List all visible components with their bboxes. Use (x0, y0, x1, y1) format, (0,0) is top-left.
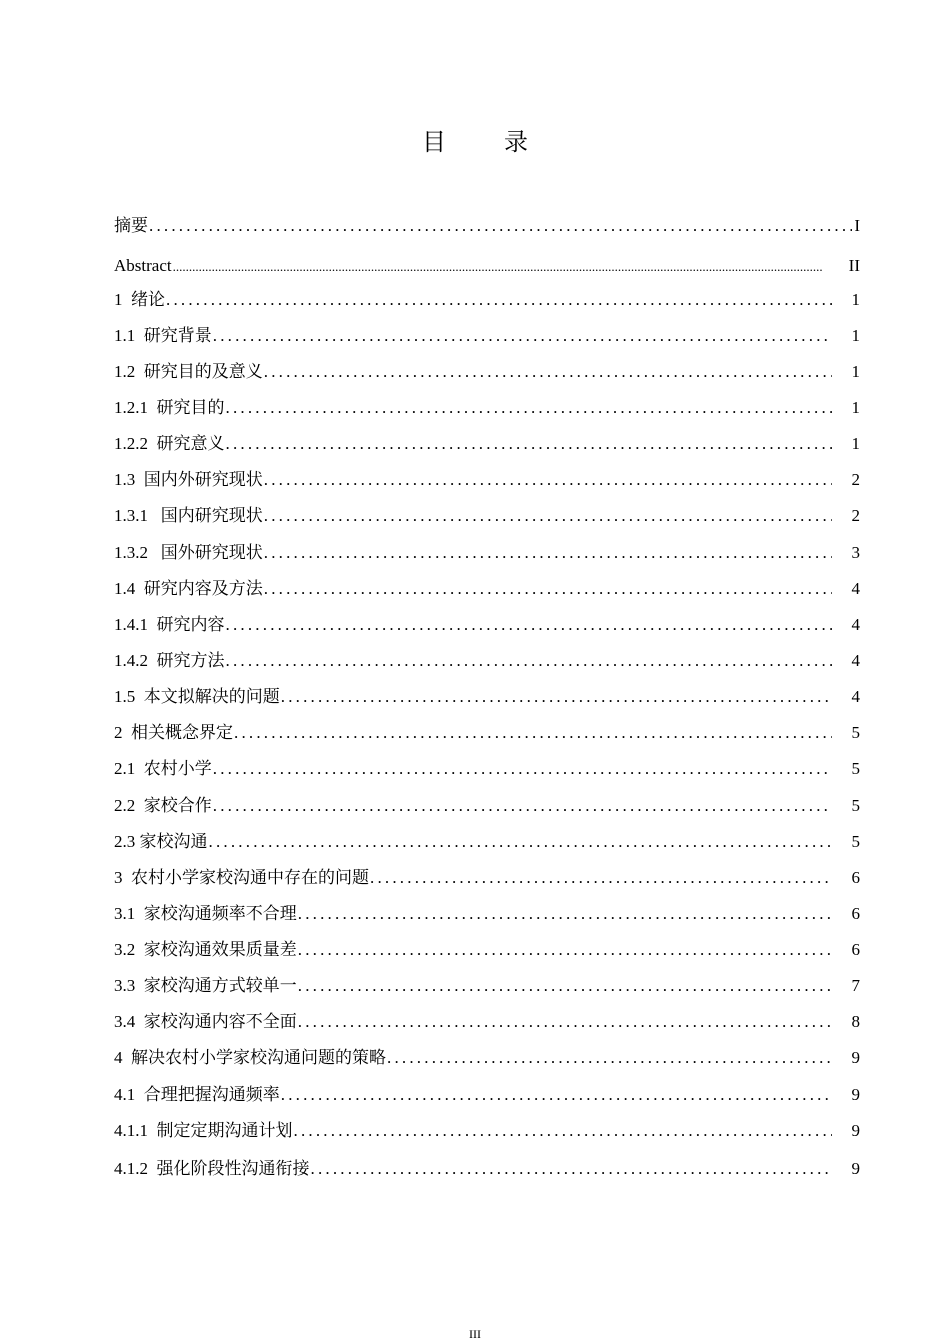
toc-entry-label: 2.1 农村小学 (114, 759, 212, 778)
toc-leader-dots (166, 288, 832, 312)
toc-entry-label: 1.1 研究背景 (114, 326, 212, 345)
toc-leader-dots (226, 613, 833, 637)
toc-leader-dots (173, 255, 847, 279)
toc-leader-dots (281, 1083, 832, 1107)
toc-entry-label: 4.1.1 制定定期沟通计划 (114, 1121, 293, 1140)
toc-entry[interactable] (114, 830, 860, 854)
toc-entry[interactable] (114, 938, 860, 962)
toc-entry[interactable] (114, 794, 860, 818)
toc-entry-page: 1 (851, 398, 860, 417)
toc-entry[interactable] (114, 396, 860, 420)
toc-leader-dots (234, 721, 832, 745)
toc-leader-dots (264, 541, 832, 565)
toc-entry-label: Abstract (114, 256, 172, 275)
toc-leader-dots (213, 757, 832, 781)
toc-entry-label: 2.2 家校合作 (114, 796, 212, 815)
toc-entry-label: 4 解决农村小学家校沟通问题的策略 (114, 1048, 386, 1067)
toc-entry-label: 1 绪论 (114, 290, 165, 309)
toc-entry[interactable] (114, 468, 860, 492)
toc-entry-label: 摘要 (114, 216, 148, 235)
toc-entry[interactable] (114, 1083, 860, 1107)
toc-entry-label: 1.4.1 研究内容 (114, 615, 225, 634)
toc-entry[interactable] (114, 613, 860, 637)
toc-entry[interactable] (114, 1010, 860, 1034)
toc-entry[interactable] (114, 649, 860, 673)
toc-entry-label: 3.4 家校沟通内容不全面 (114, 1012, 297, 1031)
toc-entry-label: 1.5 本文拟解决的问题 (114, 687, 280, 706)
toc-entry-page: 5 (851, 796, 860, 815)
toc-entry[interactable] (114, 721, 860, 745)
toc-entry-page: I (854, 216, 860, 235)
toc-entry-label: 4.1 合理把握沟通频率 (114, 1085, 280, 1104)
toc-leader-dots (226, 432, 833, 456)
toc-leader-dots (264, 577, 832, 601)
toc-entry-page: 9 (851, 1121, 860, 1140)
toc-entry-page: II (848, 256, 860, 275)
toc-entry-page: 3 (851, 543, 860, 562)
toc-entry-page: 4 (851, 687, 860, 706)
toc-entry[interactable] (114, 288, 860, 312)
toc-leader-dots (264, 504, 832, 528)
toc-entry-label: 4.1.2 强化阶段性沟通衔接 (114, 1159, 310, 1178)
toc-entry-label: 1.4 研究内容及方法 (114, 579, 263, 598)
toc-entry[interactable] (114, 254, 860, 279)
toc-leader-dots (213, 794, 832, 818)
toc-leader-dots (149, 214, 852, 238)
toc-entry-label: 3.2 家校沟通效果质量差 (114, 940, 297, 959)
toc-entry-page: 4 (851, 651, 860, 670)
toc-entry[interactable] (114, 541, 860, 565)
toc-entry-page: 7 (851, 976, 860, 995)
toc-entry[interactable] (114, 974, 860, 998)
toc-entry-page: 2 (851, 470, 860, 489)
toc-entry-page: 9 (851, 1085, 860, 1104)
toc-entry-label: 1.3.2 国外研究现状 (114, 543, 263, 562)
toc-entry-label: 2 相关概念界定 (114, 723, 233, 742)
toc-entry-page: 8 (851, 1012, 860, 1031)
toc-entry[interactable] (114, 360, 860, 384)
toc-entry-label: 1.4.2 研究方法 (114, 651, 225, 670)
toc-entry-page: 9 (851, 1159, 860, 1178)
toc-leader-dots (209, 830, 833, 854)
toc-leader-dots (226, 396, 833, 420)
toc-entry-page: 6 (851, 904, 860, 923)
toc-entry-label: 3 农村小学家校沟通中存在的问题 (114, 868, 369, 887)
toc-leader-dots (298, 974, 832, 998)
toc-leader-dots (298, 1010, 832, 1034)
page-title: 目 录 (422, 130, 554, 156)
toc-entry-page: 4 (851, 615, 860, 634)
page-number: III (469, 1327, 481, 1341)
toc-entry-label: 2.3 家校沟通 (114, 832, 208, 851)
toc-leader-dots (370, 866, 832, 890)
toc-entry-page: 9 (851, 1048, 860, 1067)
toc-leader-dots (264, 468, 832, 492)
toc-entry-label: 1.2.2 研究意义 (114, 434, 225, 453)
toc-entry-label: 3.3 家校沟通方式较单一 (114, 976, 297, 995)
toc-entry-page: 6 (851, 868, 860, 887)
toc-entry[interactable] (114, 577, 860, 601)
toc-entry-label: 1.3.1 国内研究现状 (114, 506, 263, 525)
toc-entry-label: 1.3 国内外研究现状 (114, 470, 263, 489)
toc-leader-dots (387, 1046, 832, 1070)
toc-entry-page: 1 (851, 290, 860, 309)
toc-entry-label: 3.1 家校沟通频率不合理 (114, 904, 297, 923)
toc-entry-page: 1 (851, 434, 860, 453)
toc-entry[interactable] (114, 504, 860, 528)
toc-entry-page: 5 (851, 832, 860, 851)
toc-leader-dots (311, 1157, 833, 1181)
toc-entry[interactable] (114, 214, 860, 238)
toc-entry[interactable] (114, 324, 860, 348)
toc-leader-dots (294, 1119, 833, 1143)
toc-entry-page: 1 (851, 362, 860, 381)
toc-leader-dots (213, 324, 832, 348)
toc-entry[interactable] (114, 866, 860, 890)
toc-entry-page: 2 (851, 506, 860, 525)
toc-leader-dots (298, 938, 832, 962)
toc-entry-page: 5 (851, 723, 860, 742)
toc-leader-dots (281, 685, 832, 709)
toc-entry[interactable] (114, 685, 860, 709)
toc-entry-label: 1.2 研究目的及意义 (114, 362, 263, 381)
toc-entry-label: 1.2.1 研究目的 (114, 398, 225, 417)
toc-leader-dots (264, 360, 832, 384)
toc-entry[interactable] (114, 757, 860, 781)
toc-entry[interactable] (114, 1046, 860, 1070)
toc-leader-dots (298, 902, 832, 926)
toc-entry[interactable] (114, 432, 860, 456)
toc-entry-page: 1 (851, 326, 860, 345)
toc-entry[interactable] (114, 1157, 860, 1181)
toc-leader-dots (226, 649, 833, 673)
toc-entry-page: 6 (851, 940, 860, 959)
toc-entry-page: 5 (851, 759, 860, 778)
toc-entry-page: 4 (851, 579, 860, 598)
toc-entry[interactable] (114, 1119, 860, 1143)
toc-entry[interactable] (114, 902, 860, 926)
